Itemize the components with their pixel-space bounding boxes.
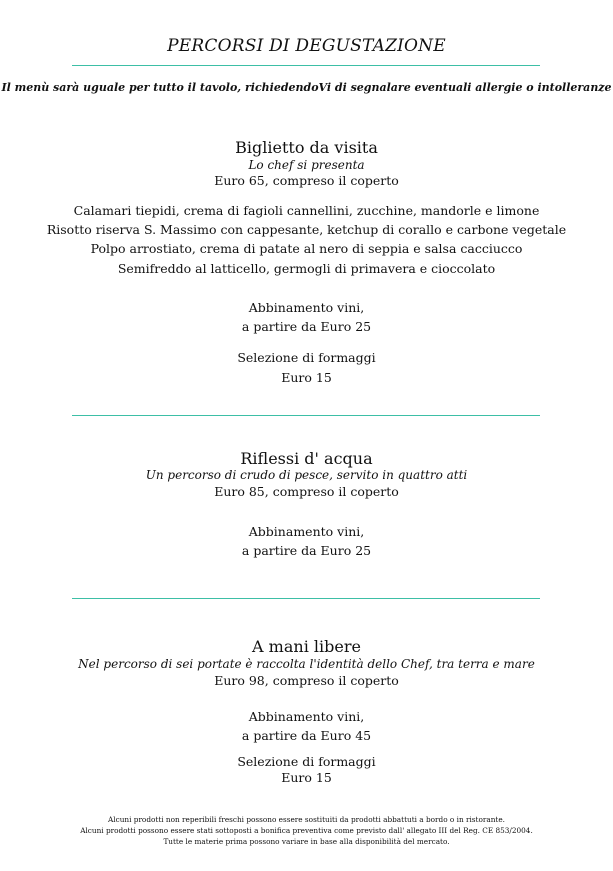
footer-note-3: Tutte le materie prima possono variare in base alla disponibilità del mercato. (163, 837, 450, 846)
menu-1-wine-price: a partire da Euro 25 (241, 319, 372, 334)
menu-3-tagline: Nel percorso di sei portate è raccolta l'identità dello Chef, tra terra e mare (78, 657, 535, 671)
title-divider (72, 65, 540, 66)
footer-note-1: Alcuni prodotti non reperibili freschi possono essere sostituiti da prodotti abbattuti a bordo o in ristorante. (108, 815, 505, 824)
menu-2-wine-price: a partire da Euro 25 (241, 543, 372, 558)
menu-1-dish-4: Semifreddo al latticello, germogli di primavera e cioccolato (117, 261, 496, 276)
menu-2-name: Riflessi d' acqua (240, 449, 373, 468)
menu-3-name: A mani libere (252, 637, 361, 656)
menu-1-cheese-label: Selezione di formaggi (237, 350, 376, 365)
menu-1-tagline: Lo chef si presenta (248, 158, 365, 172)
menu-3-wine-label: Abbinamento vini, (248, 709, 365, 724)
menu-2-wine-label: Abbinamento vini, (248, 524, 365, 539)
menu-1-dish-1: Calamari tiepidi, crema di fagioli cannellini, zucchine, mandorle e limone (73, 203, 540, 218)
footer-note-2: Alcuni prodotti possono essere stati sottoposti a bonifica preventiva come previsto dall' allegato III del Reg. CE 853/2004. (80, 826, 533, 835)
menu-3-cheese-label: Selezione di formaggi (237, 754, 376, 769)
menu-2-price: Euro 85, compreso il coperto (214, 484, 399, 499)
section-divider-1 (72, 415, 540, 416)
menu-3-cheese-price: Euro 15 (281, 770, 332, 785)
menu-1-cheese-price: Euro 15 (281, 370, 332, 385)
menu-1-dish-3: Polpo arrostiato, crema di patate al nero di seppia e salsa cacciucco (90, 241, 523, 256)
menu-1-price: Euro 65, compreso il coperto (214, 173, 399, 188)
allergy-notice: Il menù sarà uguale per tutto il tavolo, richiedendoVi di segnalare eventuali allergie o intolleranze (1, 81, 612, 94)
menu-1-name: Biglietto da visita (235, 138, 378, 157)
menu-1-wine-label: Abbinamento vini, (248, 300, 365, 315)
page-title: PERCORSI DI DEGUSTAZIONE (167, 36, 446, 56)
section-divider-2 (72, 598, 540, 599)
menu-3-wine-price: a partire da Euro 45 (241, 728, 372, 743)
menu-2-tagline: Un percorso di crudo di pesce, servito in quattro atti (145, 468, 468, 482)
menu-3-price: Euro 98, compreso il coperto (214, 673, 399, 688)
menu-1-dish-2: Risotto riserva S. Massimo con cappesante, ketchup di corallo e carbone vegetale (46, 222, 567, 237)
